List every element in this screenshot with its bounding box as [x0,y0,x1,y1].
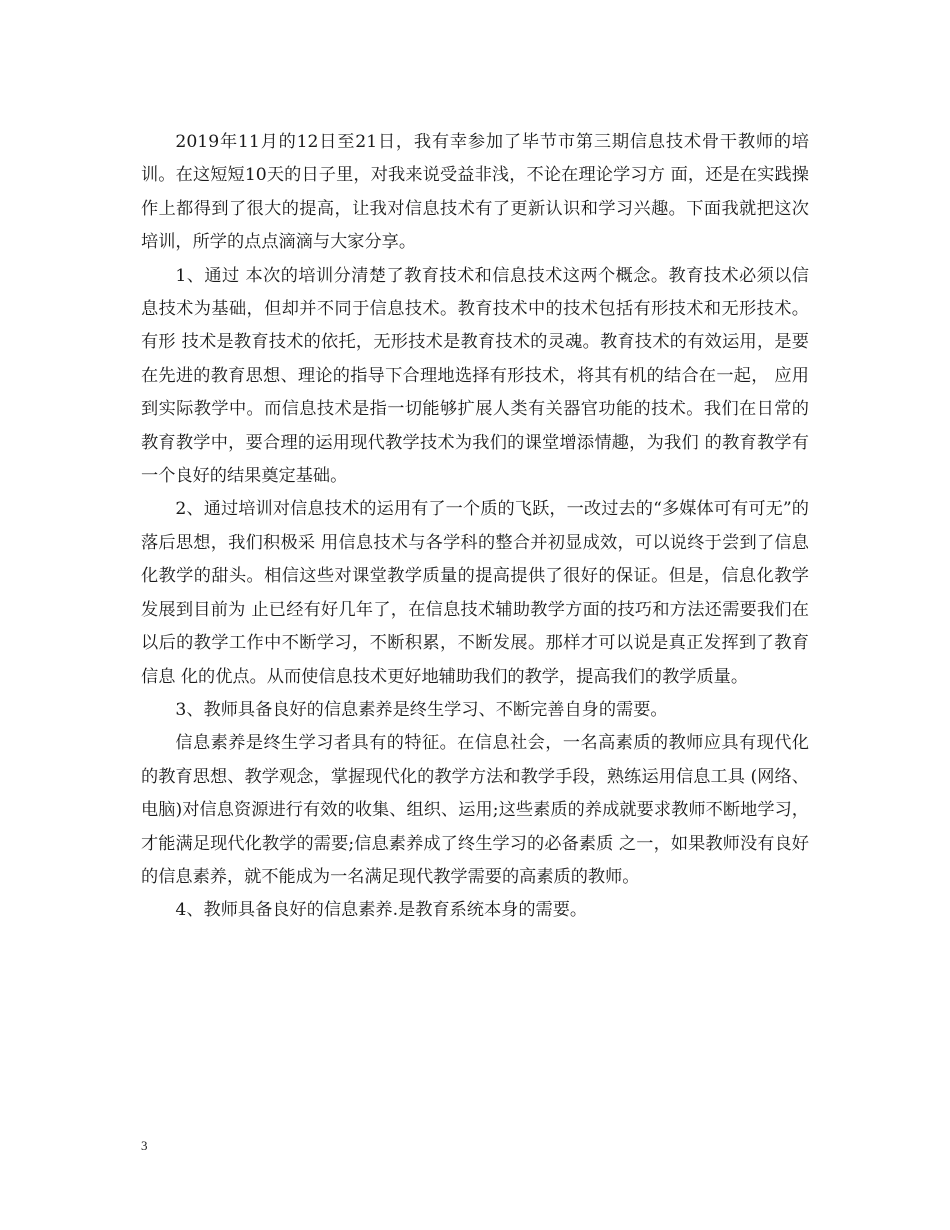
paragraph-point-1: 1、通过 本次的培训分清楚了教育技术和信息技术这两个概念。教育技术必须以信息技术为基础，但却并不同于信息技术。教育技术中的技术包括有形技术和无形技术。有形 技术是教育技术的依托，无形技术是教育技术的灵魂。教育技术的有效运用，是要在先进的教育思想、理论的指导下合理地选择有形技术，将其有机的结合在一起， 应用到实际教学中。而信息技术是指一切能够扩展人类有关器官功能的技术。我们在日常的教育教学中，要合理的运用现代教学技术为我们的课堂增添情趣，为我们 的教育教学有一个良好的结果奠定基础。 [141,265,809,487]
paragraph-point-3-body: 信息素养是终生学习者具有的特征。在信息社会，一名高素质的教师应具有现代化的教育思想、教学观念，掌握现代化的教学方法和教学手段，熟练运用信息工具 (网络、电脑)对信息资源进行有效的收集、组织、运用;这些素质的养成就要求教师不断地学习，才能满足现代化教学的需要;信息素养成了终生学习的必备素质 之一，如果教师没有良好的信息素养，就不能成为一名满足现代教学需要的高素质的教师。 [141,733,809,887]
page-number: 3 [141,1138,148,1153]
document-body [141,126,809,928]
paragraph-point-2: 2、通过培训对信息技术的运用有了一个质的飞跃，一改过去的“多媒体可有可无”的落后思想，我们积极采 用信息技术与各学科的整合并初显成效，可以说终于尝到了信息化教学的甜头。相信这些对课堂教学质量的提高提供了很好的保证。但是，信息化教学发展到目前为 止已经有好几年了，在信息技术辅助教学方面的技巧和方法还需要我们在以后的教学工作中不断学习，不断积累，不断发展。那样才可以说是真正发挥到了教育信息 化的优点。从而使信息技术更好地辅助我们的教学，提高我们的教学质量。 [141,499,809,687]
paragraph-intro: 2019年11月的12日至21日，我有幸参加了毕节市第三期信息技术骨干教师的培训。在这短短10天的日子里，对我来说受益非浅，不论在理论学习方 面，还是在实践操作上都得到了很大的提高，让我对信息技术有了更新认识和学习兴趣。下面我就把这次培训，所学的点点滴滴与大家分享。 [141,132,809,253]
paragraph-point-4-heading: 4、教师具备良好的信息素养.是教育系统本身的需要。 [175,900,588,921]
paragraph-point-3-heading: 3、教师具备良好的信息素养是终生学习、不断完善自身的需要。 [175,699,668,720]
